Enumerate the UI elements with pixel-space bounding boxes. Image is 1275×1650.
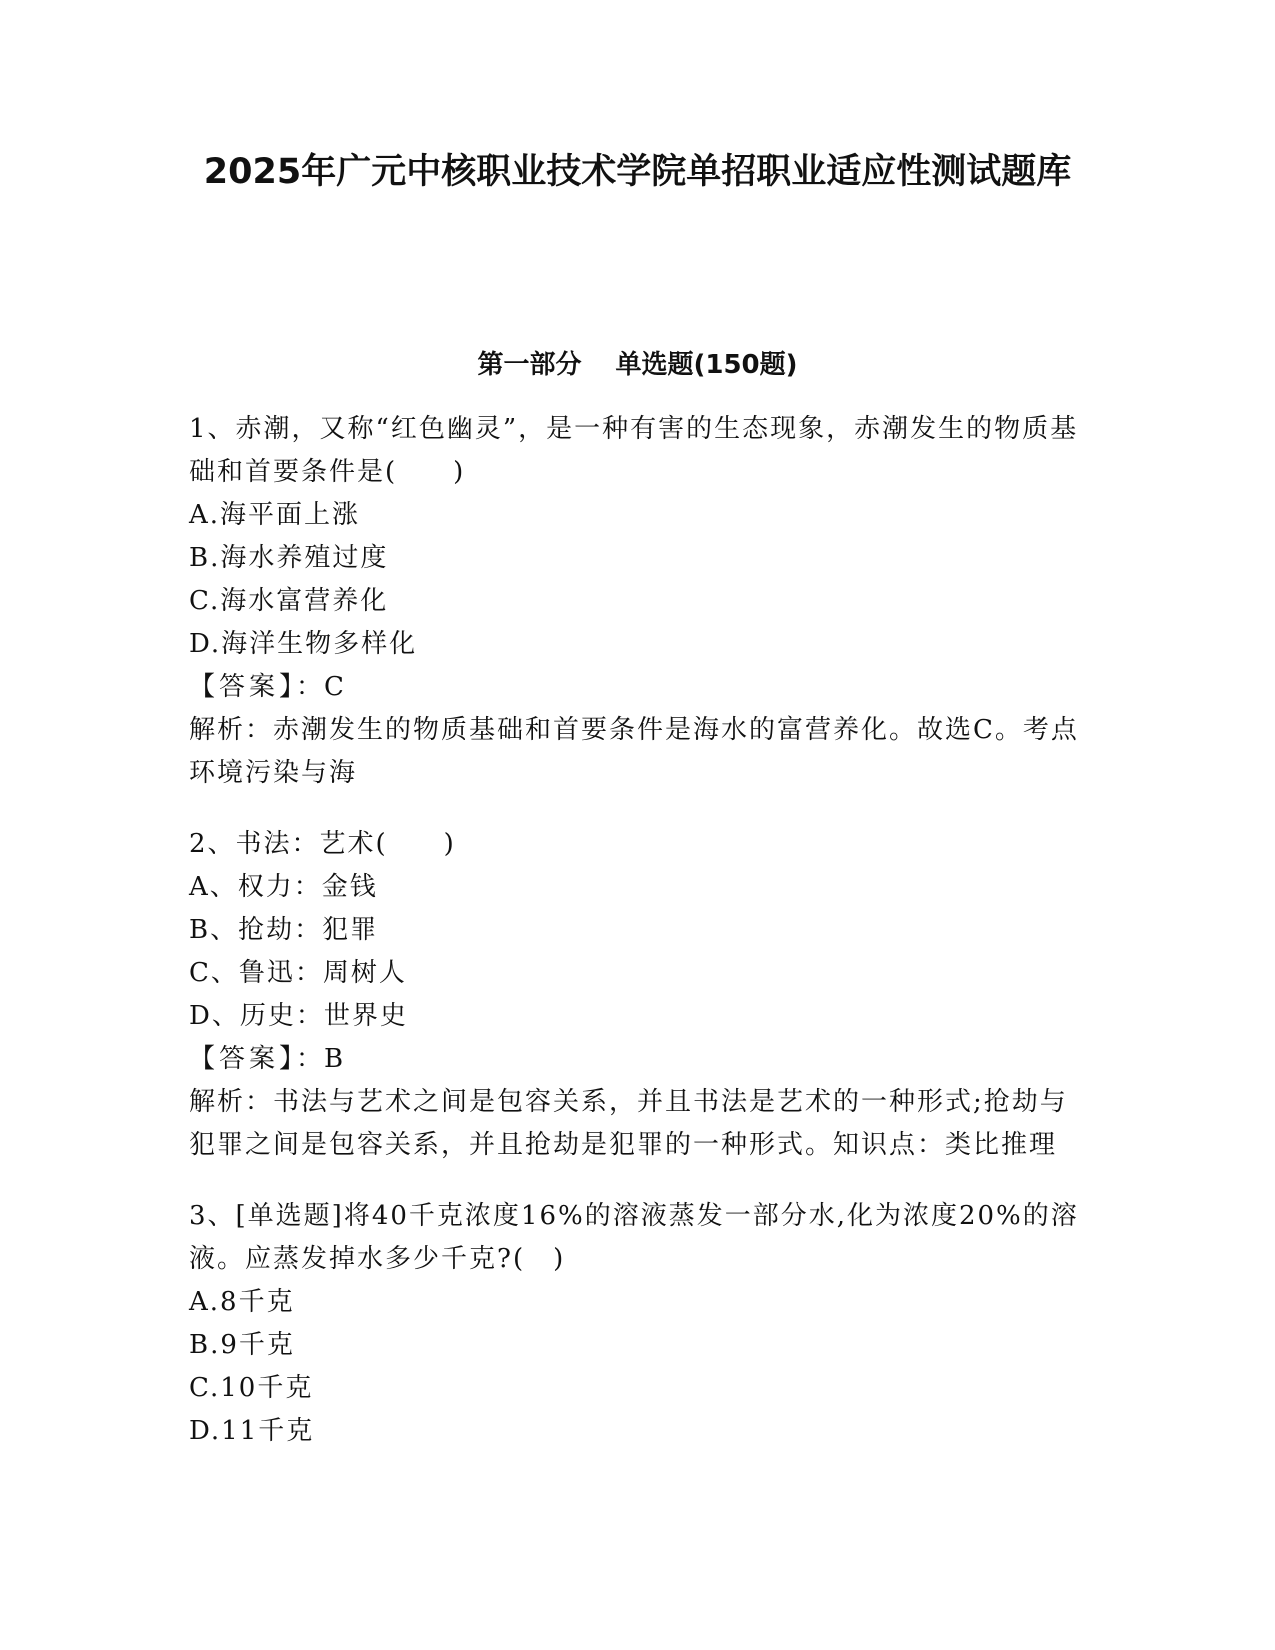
option-d: D.11千克 xyxy=(189,1416,315,1446)
section-part: 第一部分 xyxy=(477,350,582,380)
option-d: D、历史：世界史 xyxy=(189,1001,408,1031)
option-c: C.海水富营养化 xyxy=(189,586,389,616)
question-stem: 3、[单选题]将40千克浓度16%的溶液蒸发一部分水,化为浓度20%的溶液。应蒸发掉水多少千克?( ) xyxy=(189,1201,1079,1274)
section-name: 单选题(150题) xyxy=(615,350,798,380)
option-b: B.海水养殖过度 xyxy=(189,543,389,573)
explanation: 解析：赤潮发生的物质基础和首要条件是海水的富营养化。故选C。考点环境污染与海 xyxy=(189,715,1079,788)
section-heading xyxy=(150,345,1125,385)
answer-label: 【答案】 xyxy=(189,672,297,702)
question-3 xyxy=(189,1195,1084,1453)
explanation: 解析：书法与艺术之间是包容关系，并且书法是艺术的一种形式;抢劫与犯罪之间是包容关系，并且抢劫是犯罪的一种形式。知识点：类比推理 xyxy=(189,1087,1068,1160)
option-a: A、权力：金钱 xyxy=(189,872,378,902)
answer-value: ：B xyxy=(296,1044,346,1074)
question-2 xyxy=(189,823,1084,1167)
option-b: B.9千克 xyxy=(189,1330,295,1360)
question-list xyxy=(189,408,1084,1481)
option-b: B、抢劫：犯罪 xyxy=(189,915,379,945)
option-c: C、鲁迅：周树人 xyxy=(189,958,407,988)
answer-line xyxy=(189,1038,1084,1081)
answer-value: ：C xyxy=(296,672,346,702)
question-stem: 2、书法：艺术( ) xyxy=(189,829,456,859)
question-1 xyxy=(189,408,1084,795)
answer-label: 【答案】 xyxy=(189,1044,297,1074)
question-stem: 1、赤潮，又称“红色幽灵”，是一种有害的生态现象，赤潮发生的物质基础和首要条件是( ) xyxy=(189,414,1079,487)
option-c: C.10千克 xyxy=(189,1373,314,1403)
answer-line xyxy=(189,666,1084,709)
option-a: A.海平面上涨 xyxy=(189,500,361,530)
option-d: D.海洋生物多样化 xyxy=(189,629,418,659)
option-a: A.8千克 xyxy=(189,1287,295,1317)
document-title: 2025年广元中核职业技术学院单招职业适应性测试题库 xyxy=(203,152,1072,192)
